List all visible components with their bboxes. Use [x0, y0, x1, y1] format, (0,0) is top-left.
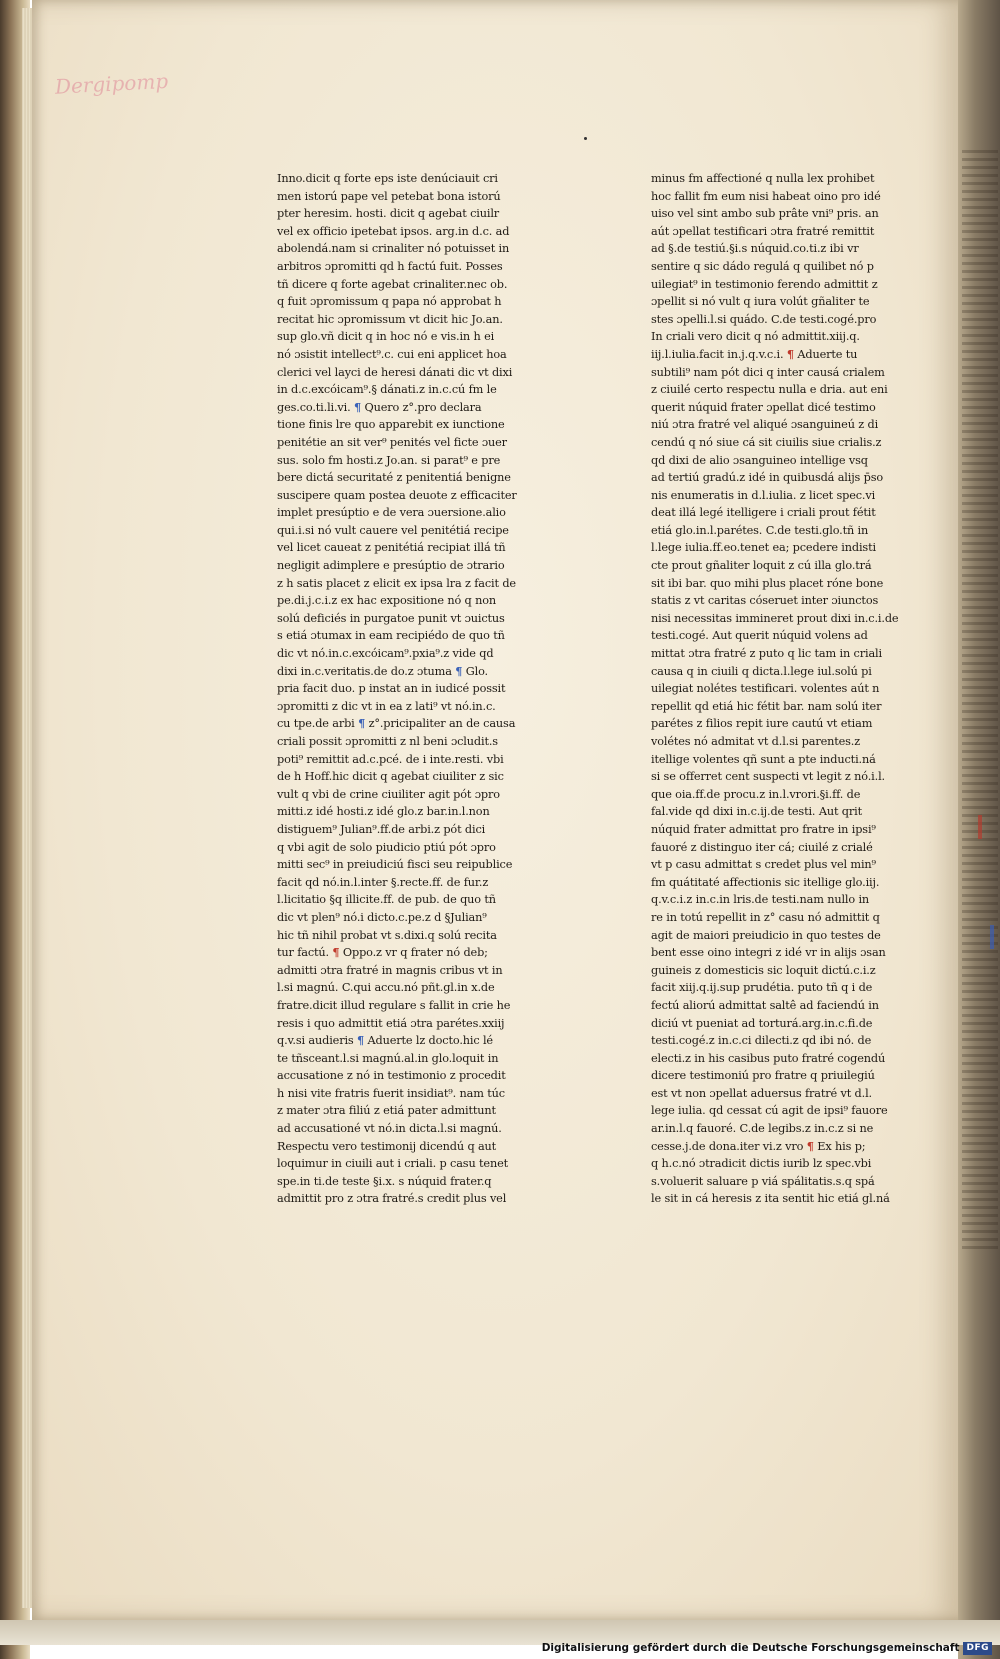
left-column-line: dixi in.c.veritatis.de do.z ɔtuma ¶ Glo.	[277, 663, 489, 678]
left-column-line: de h Hoff.hic dicit q agebat ciuiliter z sic	[277, 770, 504, 784]
right-column-line: niú ɔtra fratré vel aliqué ɔsanguineú z di	[651, 418, 879, 432]
right-column-line: statis z vt caritas cóseruet inter ɔiunctos	[651, 594, 879, 608]
right-column-line: nisi necessitas immineret prout dixi in.c.i.de	[651, 611, 899, 625]
right-column-line: núquid frater admittat pro fratre in ipsi⁹	[651, 822, 876, 836]
right-column-line: z ciuilé certo respectu nulla e dria. aut eni	[651, 383, 888, 397]
right-column-line: querit núquid frater ɔpellat dicé testimo	[651, 400, 876, 414]
left-column-line: tione finis lre quo apparebit ex iunctione	[277, 418, 505, 432]
right-column-line: subtili⁹ nam pót dici q inter causá crialem	[651, 365, 885, 379]
dfg-logo: DFG	[963, 1642, 992, 1655]
left-column-line: clerici vel layci de heresi dánati dic vt dixi	[277, 365, 513, 379]
left-column-line: vel ex officio ipetebat ipsos. arg.in d.c. ad	[277, 224, 510, 238]
paragraph-mark: ¶	[332, 945, 340, 960]
left-column-line: pe.di.j.c.i.z ex hac expositione nó q non	[277, 594, 496, 608]
left-column-line: l.licitatio §q illicite.ff. de pub. de quo tñ	[277, 893, 496, 907]
right-column-line: agit de maiori preiudicio in quo testes de	[651, 928, 881, 942]
left-column-line: q vbi agit de solo piudicio ptiú pót ɔpro	[277, 840, 496, 854]
right-column-line: sit ibi bar. quo mihi plus placet róne bone	[651, 576, 884, 590]
left-column-line: z mater ɔtra filiú z etiá pater admittunt	[277, 1104, 496, 1118]
left-column-line: dic vt plen⁹ nó.i dicto.c.pe.z d §Julian⁹	[277, 910, 487, 924]
right-column-line: s.voluerit saluare p viá spálitatis.s.q spá	[651, 1174, 875, 1188]
right-column-line: ad §.de testiú.§i.s núquid.co.ti.z ibi vr	[651, 242, 859, 256]
facing-page-text	[962, 150, 998, 1250]
left-column-line: Inno.dicit q forte eps iste denúciauit cri	[277, 172, 498, 185]
left-column-line: hic tñ nihil probat vt s.dixi.q solú recita	[277, 928, 497, 942]
right-column-line: fm quátitaté affectionis sic itellige glo.iij.	[651, 875, 880, 889]
left-column-line: suscipere quam postea deuote z efficaciter	[277, 488, 517, 502]
left-column-line: admitti ɔtra fratré in magnis cribus vt in	[277, 963, 503, 977]
right-column-line: q h.c.nó ɔtradicit dictis iurib lz spec.vbi	[651, 1157, 872, 1171]
right-column-line: fauoré z distinguo iter cá; ciuilé z crialé	[651, 840, 873, 854]
digitization-footer	[542, 1641, 992, 1655]
left-column-line: fratre.dicit illud regulare s fallit in crie he	[277, 998, 511, 1012]
left-column-line: arbitros ɔpromitti qd h factú fuit. Posses	[277, 259, 503, 273]
left-column-line: ɔpromitti z dic vt in ea z lati⁹ vt nó.in.c.	[277, 699, 496, 713]
right-column-line: q.v.c.i.z in.c.in lris.de testi.nam nullo in	[651, 893, 870, 907]
right-column-line: sentire q sic dádo regulá q quilibet nó p	[651, 259, 874, 273]
right-column-line: testi.cogé. Aut querit núquid volens ad	[651, 629, 868, 643]
right-column-line: causa q in ciuili q dicta.l.lege iul.solú pi	[651, 664, 872, 678]
left-column-line: q fuit ɔpromissum q papa nó approbat h	[277, 295, 502, 309]
left-column-line: z h satis placet z elicit ex ipsa lra z facit de	[277, 576, 516, 590]
right-column-line: re in totú repellit in z° casu nó admittit q	[651, 910, 880, 924]
right-column-line: si se offerret cent suspecti vt legit z nó.i.l.	[651, 770, 885, 784]
left-column-line: tur factú. ¶ Oppo.z vr q frater nó deb;	[277, 945, 488, 960]
left-column-line: penitétie an sit ver⁹ penités vel ficte ɔuer	[277, 435, 507, 449]
right-column-line: stes ɔpelli.l.si quádo. C.de testi.cogé.pro	[651, 312, 877, 326]
right-column-line: est vt non ɔpellat aduersus fratré vt d.l.	[651, 1086, 872, 1100]
right-column-line: testi.cogé.z in.c.ci dilecti.z qd ibi nó. de	[651, 1034, 872, 1048]
right-column-line: qd dixi de alio ɔsanguineo intellige vsq	[651, 453, 868, 467]
right-column-line: itellige volentes qñ sunt a pte inducti.ná	[651, 752, 876, 766]
left-column-line: poti⁹ remittit ad.c.pcé. de i inte.resti. vbi	[277, 752, 504, 766]
right-column-line: hoc fallit fm eum nisi habeat oino pro idé	[651, 189, 881, 203]
right-text-column	[651, 170, 913, 1208]
right-column-line: iij.l.iulia.facit in.j.q.v.c.i. ¶ Aduerte tu	[651, 346, 858, 361]
left-column-line: pria facit duo. p instat an in iudicé possit	[277, 682, 506, 696]
right-column-line: mittat ɔtra fratré z puto q lic tam in criali	[651, 647, 882, 661]
right-column-line: etiá glo.in.l.parétes. C.de testi.glo.tñ in	[651, 523, 869, 537]
left-column-line: facit qd nó.in.l.inter §.recte.ff. de fur.z	[277, 875, 489, 889]
left-column-line: Respectu vero testimonij dicendú q aut	[277, 1139, 497, 1153]
right-column-line: facit xiij.q.ij.sup prudétia. puto tñ q i de	[651, 981, 873, 995]
left-column-line: accusatione z nó in testimonio z procedit	[277, 1069, 506, 1083]
right-column-line: electi.z in his casibus puto fratré cogendú	[651, 1051, 886, 1065]
left-column-line: qui.i.si nó vult cauere vel penitétiá recipe	[277, 523, 509, 537]
right-column-line: repellit qd etiá hic fétit bar. nam solú iter	[651, 699, 882, 713]
left-column-line: s etiá ɔtumax in eam recipiédo de quo tñ	[277, 629, 505, 643]
left-column-line: sup glo.vñ dicit q in hoc nó e vis.in h ei	[277, 330, 495, 344]
left-column-line: in d.c.excóicam⁹.§ dánati.z in.c.cú fm le	[277, 383, 497, 397]
left-column-line: recitat hic ɔpromissum vt dicit hic Jo.an.	[277, 312, 503, 326]
left-column-line: bere dictá securitaté z penitentiá benigne	[277, 471, 511, 485]
paragraph-mark: ¶	[357, 1033, 365, 1048]
right-column-line: ɔpellit si nó vult q iura volút gñaliter te	[651, 295, 870, 309]
footer-credit-text: Digitalisierung gefördert durch die Deutsche Forschungsgemeinschaft	[541, 1642, 960, 1654]
facing-page-rubric-blue	[990, 925, 994, 949]
left-column-line: l.si magnú. C.qui accu.nó pñt.gl.in x.de	[277, 981, 495, 995]
right-column-line: le sit in cá heresis z ita sentit hic etiá gl.ná	[651, 1192, 890, 1206]
right-column-line: uilegiat⁹ in testimonio ferendo admittit z	[651, 277, 878, 291]
right-column-line: minus fm affectioné q nulla lex prohibet	[651, 172, 875, 185]
printer-dot	[584, 137, 587, 140]
left-column-line: pter heresim. hosti. dicit q agebat ciuilr	[277, 207, 500, 221]
right-column-line: In criali vero dicit q nó admittit.xiij.q.	[651, 330, 860, 344]
left-column-line: cu tpe.de arbi ¶ z°.pricipaliter an de causa	[277, 716, 516, 731]
left-column-line: mitti sec⁹ in preiudiciú fisci seu reipublice	[277, 858, 513, 872]
paragraph-mark: ¶	[786, 346, 794, 361]
left-column-line: resis i quo admittit etiá ɔtra parétes.xxiij	[277, 1016, 505, 1030]
left-column-line: criali possit ɔpromitti z nl beni ɔcludit.s	[277, 735, 498, 748]
left-column-line: sus. solo fm hosti.z Jo.an. si parat⁹ e pre	[277, 453, 501, 467]
left-column-line: implet presúptio e de vera ɔuersione.alio	[277, 506, 506, 520]
right-column-line: lege iulia. qd cessat cú agit de ipsi⁹ fauore	[651, 1104, 888, 1118]
right-column-line: uilegiat nolétes testificari. volentes aút n	[651, 682, 880, 696]
right-column-line: fectú aliorú admittat saltê ad faciendú in	[651, 998, 879, 1012]
left-column-line: q.v.si audieris ¶ Aduerte lz docto.hic lé	[277, 1033, 493, 1048]
left-column-line: loquimur in ciuili aut i criali. p casu tenet	[277, 1157, 508, 1171]
left-column-line: mitti.z idé hosti.z idé glo.z bar.in.l.non	[277, 805, 490, 819]
left-column-line: ges.co.ti.li.vi. ¶ Quero z°.pro declara	[277, 399, 482, 414]
right-column-line: cte prout gñaliter loquit z cú illa glo.trá	[651, 559, 872, 573]
right-column-line: uiso vel sint ambo sub prâte vni⁹ pris. an	[651, 207, 879, 221]
right-column-line: diciú vt pueniat ad torturá.arg.in.c.fi.de	[651, 1016, 873, 1030]
right-column-line: fal.vide qd dixi in.c.ij.de testi. Aut qrit	[651, 805, 862, 819]
right-column-line: l.lege iulia.ff.eo.tenet ea; pcedere indisti	[651, 541, 876, 555]
left-column-line: dic vt nó.in.c.excóicam⁹.pxia⁹.z vide qd	[277, 647, 494, 661]
right-column-line: que oia.ff.de procu.z in.l.vrori.§i.ff. de	[651, 787, 861, 801]
left-column-line: solú deficiés in purgatoe punit vt ɔuictus	[277, 611, 505, 625]
right-column-line: aút ɔpellat testificari ɔtra fratré remittit	[651, 224, 875, 238]
left-column-line: vult q vbi de crine ciuiliter agit pót ɔpro	[277, 787, 500, 801]
right-column-line: cesse.j.de dona.iter vi.z vro ¶ Ex his p;	[651, 1138, 866, 1153]
left-column-line: tñ dicere q forte agebat crinaliter.nec ob.	[277, 277, 508, 291]
right-column-line: nis enumeratis in d.l.iulia. z licet spec.vi	[651, 488, 876, 502]
right-column-line: bent esse oino integri z idé vr in alijs ɔsan	[651, 946, 886, 960]
left-column-line: abolendá.nam si crinaliter nó potuisset in	[277, 242, 510, 256]
paragraph-mark: ¶	[358, 716, 366, 731]
left-column-line: nó ɔsistit intellect⁹.c. cui eni applicet hoa	[277, 347, 507, 361]
left-column-line: negligit adimplere e presúptio de ɔtrario	[277, 559, 505, 573]
left-column-line: admittit pro z ɔtra fratré.s credit plus vel	[277, 1192, 507, 1206]
right-column-line: dicere testimoniú pro fratre q priuilegiú	[651, 1069, 875, 1083]
left-text-column	[277, 170, 539, 1208]
ownership-mark: Dergipomp	[54, 68, 169, 99]
left-column-line: vel licet caueat z penitétiá recipiat illá tñ	[277, 541, 506, 555]
right-column-line: parétes z filios repit iure cautú vt etiam	[651, 717, 873, 731]
right-column-line: cendú q nó siue cá sit ciuilis siue crialis.z	[651, 435, 882, 449]
paragraph-mark: ¶	[354, 399, 362, 414]
right-column-line: guineis z domesticis sic loquit dictú.c.i.z	[651, 963, 876, 977]
left-column-line: spe.in ti.de teste §i.x. s núquid frater.q	[277, 1174, 492, 1188]
right-column-line: vt p casu admittat s credet plus vel min⁹	[651, 858, 876, 872]
left-column-line: distiguem⁹ Julian⁹.ff.de arbi.z pót dici	[277, 822, 486, 836]
paragraph-mark: ¶	[455, 663, 463, 678]
left-column-line: h nisi vite fratris fuerit insidiat⁹. nam túc	[277, 1086, 505, 1100]
left-column-line: ad accusationé vt nó.in dicta.l.si magnú.	[277, 1122, 502, 1136]
right-column-line: deat illá legé itelligere i criali prout fétit	[651, 506, 876, 520]
right-column-line: ar.in.l.q fauoré. C.de legibs.z in.c.z si ne	[651, 1122, 874, 1136]
facing-page-rubric-red	[978, 815, 982, 839]
right-column-line: volétes nó admitat vt d.l.si parentes.z	[651, 735, 861, 748]
left-column-line: men istorú pape vel petebat bona istorú	[277, 189, 501, 203]
left-column-line: te tñsceant.l.si magnú.al.in glo.loquit in	[277, 1051, 499, 1065]
paragraph-mark: ¶	[806, 1138, 814, 1153]
right-column-line: ad tertiú gradú.z idé in quibusdá alijs p̄so	[651, 471, 884, 485]
